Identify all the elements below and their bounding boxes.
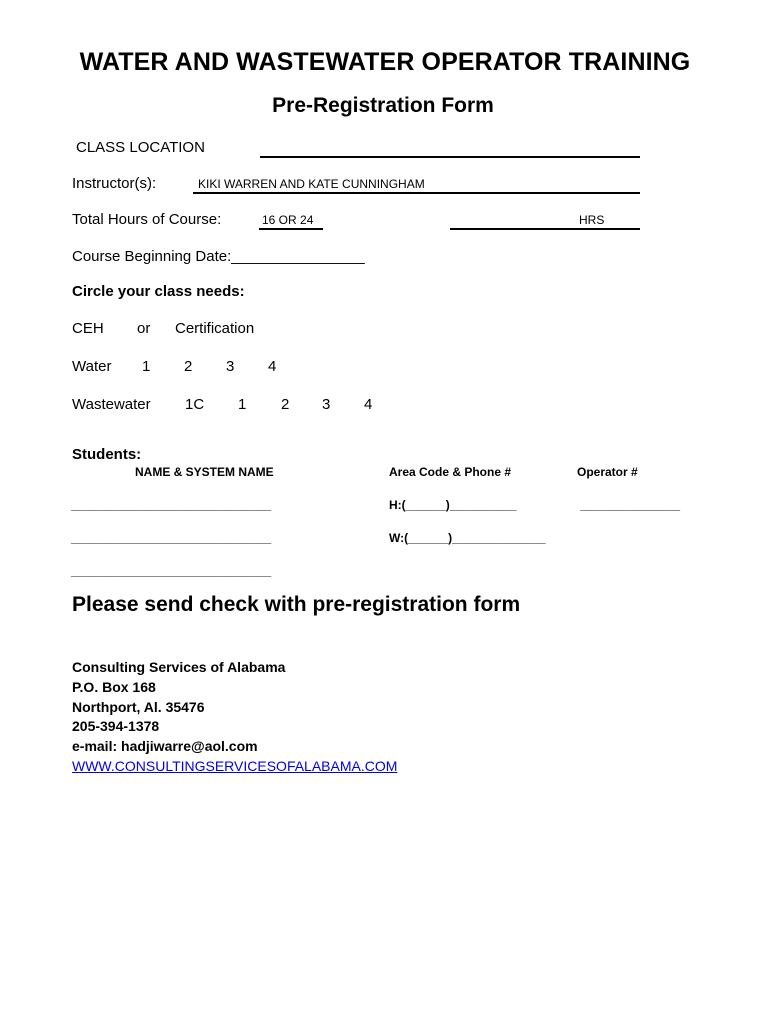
water-option-3: 3 (226, 358, 235, 375)
class-location-line (260, 156, 640, 158)
phone-work-blank: W:(______)______________ (389, 531, 546, 545)
instructors-label: Instructor(s): (72, 175, 157, 192)
ceh-option: CEH (72, 320, 104, 337)
operator-number-blank: _______________ (580, 498, 681, 512)
student-name-blank-3: ______________________________ (71, 564, 272, 578)
wastewater-option-1: 1 (238, 396, 247, 413)
class-needs-heading: Circle your class needs: (72, 283, 245, 300)
total-hours-value: 16 OR 24 (262, 213, 314, 227)
hours-unit-line (450, 228, 640, 230)
city-state-zip: Northport, Al. 35476 (72, 699, 205, 715)
student-name-blank-2: ______________________________ (71, 531, 272, 545)
phone-home-blank: H:(______)__________ (389, 498, 517, 512)
water-option-2: 2 (184, 358, 193, 375)
water-option-1: 1 (142, 358, 151, 375)
wastewater-option-3: 3 (322, 396, 331, 413)
po-box: P.O. Box 168 (72, 679, 156, 695)
wastewater-label: Wastewater (72, 396, 151, 413)
instructors-line (193, 192, 640, 194)
contact-phone: 205-394-1378 (72, 718, 160, 734)
total-hours-label: Total Hours of Course: (72, 211, 222, 228)
students-heading: Students: (72, 446, 142, 463)
course-begin-date: Course Beginning Date:________________ (72, 248, 365, 265)
contact-email: e-mail: hadjiwarre@aol.com (72, 738, 258, 754)
water-label: Water (72, 358, 112, 375)
send-check-note: Please send check with pre-registration form (72, 593, 521, 616)
website-link[interactable]: WWW.CONSULTINGSERVICESOFALABAMA.COM (72, 758, 398, 774)
wastewater-option-1c: 1C (185, 396, 205, 413)
form-subtitle: Pre-Registration Form (272, 94, 494, 117)
col-phone-header: Area Code & Phone # (389, 465, 512, 479)
col-name-header: NAME & SYSTEM NAME (135, 465, 274, 479)
total-hours-line (259, 228, 323, 230)
col-operator-header: Operator # (577, 465, 638, 479)
wastewater-option-2: 2 (281, 396, 290, 413)
hours-unit: HRS (579, 213, 605, 227)
form-title: WATER AND WASTEWATER OPERATOR TRAINING (79, 48, 691, 76)
student-name-blank-1: ______________________________ (71, 498, 272, 512)
water-option-4: 4 (268, 358, 277, 375)
class-location-label: CLASS LOCATION (76, 139, 205, 156)
certification-option: Certification (175, 320, 255, 337)
instructors-value: KIKI WARREN AND KATE CUNNINGHAM (198, 177, 425, 191)
org-name: Consulting Services of Alabama (72, 659, 286, 675)
or-text: or (137, 320, 151, 337)
wastewater-option-4: 4 (364, 396, 373, 413)
